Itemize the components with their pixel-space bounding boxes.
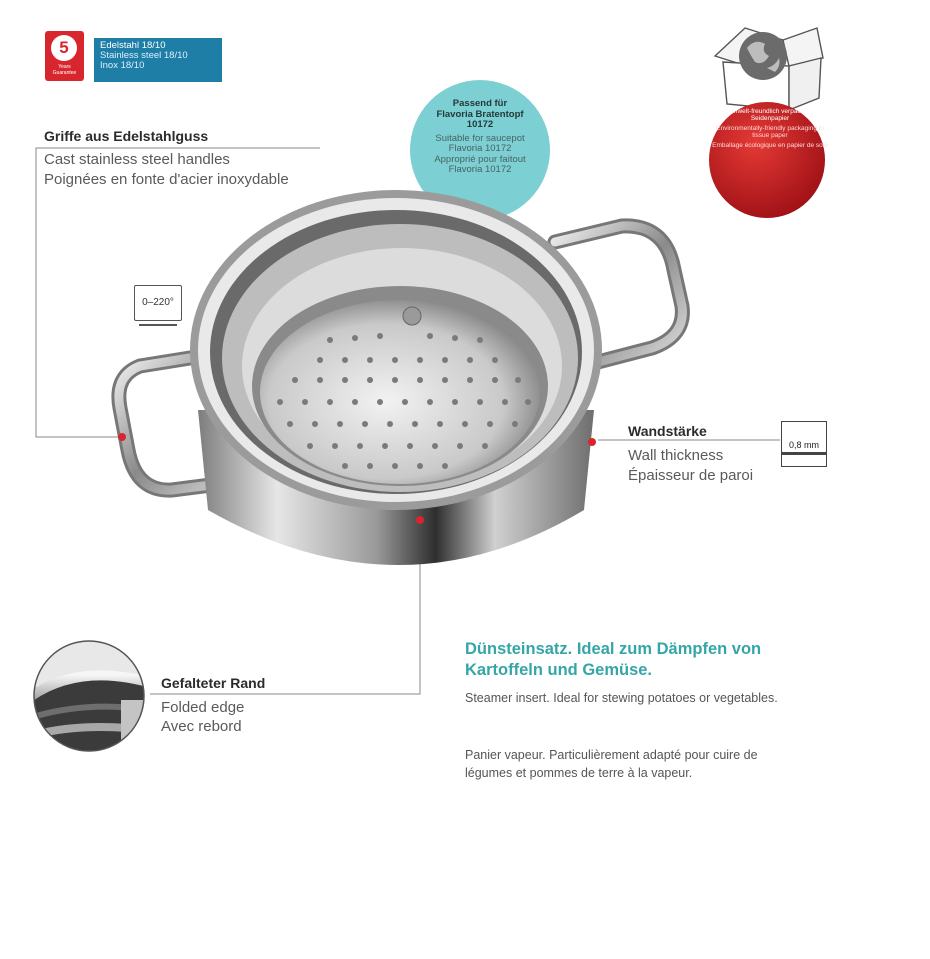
material-label [94,38,222,82]
rim-title: Gefalteter Rand [161,675,266,691]
rim-detail-image [33,640,145,752]
product-desc-fr: Panier vapeur. Particulièrement adapté pour cuire de légumes et pommes de terre à la vapeur. [465,748,758,780]
eco-text [712,108,828,149]
compat-fr-2: Flavoria 10172 [448,164,512,175]
steamer-pot-illustration [100,180,700,600]
compat-en-2: Flavoria 10172 [448,143,512,154]
compat-de-3: 10172 [466,119,494,130]
wall-en: Wall thickness [628,447,724,464]
handles-title: Griffe aus Edelstahlguss [44,128,209,144]
compat-de-2: Flavoria Bratentopf [436,108,524,120]
warranty-number: 5 [51,35,77,61]
wall-fr: Épaisseur de paroi [628,467,754,484]
rim-en: Folded edge [161,699,245,716]
rim-fr: Avec rebord [161,718,242,735]
material-en: Stainless steel 18/10 [100,50,188,61]
compat-de-1: Passend für [452,98,508,109]
eco-fr: Emballage écologique en papier de soie [712,141,828,149]
wall-title: Wandstärke [628,423,707,439]
eco-de: Umwelt-freundlich verpackt in Seidenpapier [727,108,813,123]
wall-thickness-icon: 0,8 mm [781,421,827,467]
compat-en-1: Suitable for saucepot [435,132,525,144]
temperature-icon: 0–220° [134,285,182,321]
material-fr: Inox 18/10 [100,60,145,71]
handles-fr: Poignées en fonte d'acier inoxydable [44,171,289,188]
warranty-badge-icon [45,31,84,81]
handles-en: Cast stainless steel handles [44,151,230,168]
eco-en: Environmentally-friendly packaging in tissue paper [716,124,824,140]
compat-fr-1: Approprié pour faitout [434,153,526,165]
product-desc-en: Steamer insert. Ideal for stewing potatoes or vegetables. [465,691,778,705]
material-de: Edelstahl 18/10 [100,40,166,51]
warranty-label: Years Guarantee [52,64,77,76]
product-headline: Dünsteinsatz. Ideal zum Dämpfen von Kartoffeln und Gemüse. [465,640,762,679]
